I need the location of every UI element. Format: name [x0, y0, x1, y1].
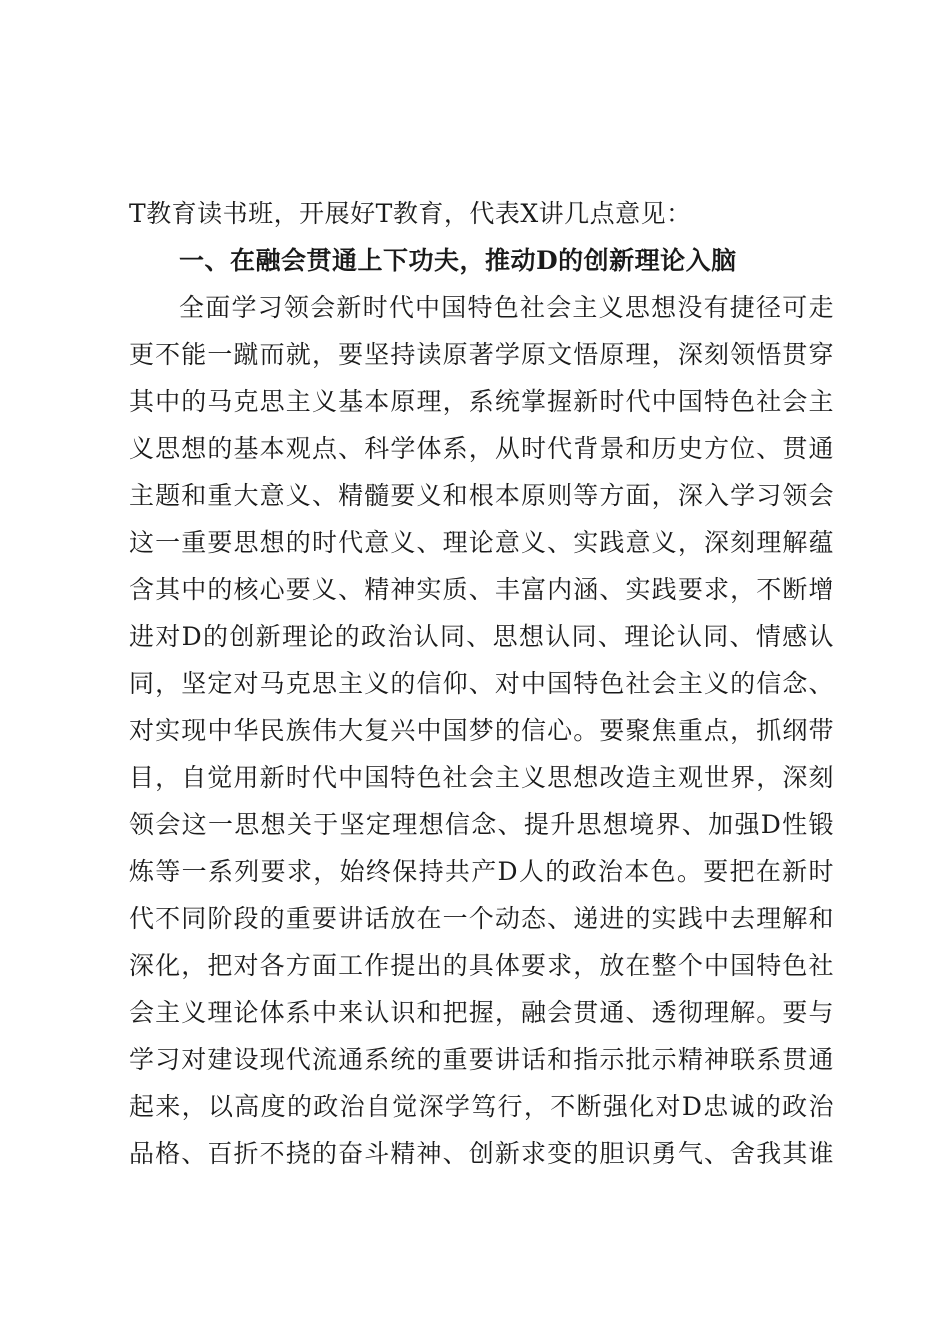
body-line: 学习对建设现代流通系统的重要讲话和指示批示精神联系贯通	[129, 1045, 834, 1074]
body-line: 同，坚定对马克思主义的信仰、对中国特色社会主义的信念、	[129, 669, 834, 698]
intro-line: T教育读书班，开展好T教育，代表X讲几点意见：	[129, 199, 692, 228]
body-line: 其中的马克思主义基本原理，系统掌握新时代中国特色社会主	[129, 387, 834, 416]
body-line: 目，自觉用新时代中国特色社会主义思想改造主观世界，深刻	[129, 763, 834, 792]
body-line: 义思想的基本观点、科学体系，从时代背景和历史方位、贯通	[129, 434, 834, 463]
body-line: 品格、百折不挠的奋斗精神、创新求变的胆识勇气、舍我其谁	[129, 1139, 834, 1168]
body-line: 深化，把对各方面工作提出的具体要求，放在整个中国特色社	[129, 951, 834, 980]
body-line: 代不同阶段的重要讲话放在一个动态、递进的实践中去理解和	[129, 904, 834, 933]
body-line: 进对D的创新理论的政治认同、思想认同、理论认同、情感认	[129, 622, 834, 651]
body-line: 领会这一思想关于坚定理想信念、提升思想境界、加强D性锻	[129, 810, 834, 839]
body-line: 含其中的核心要义、精神实质、丰富内涵、实践要求，不断增	[129, 575, 834, 604]
body-line: 会主义理论体系中来认识和把握，融会贯通、透彻理解。要与	[129, 998, 834, 1027]
body-line: 全面学习领会新时代中国特色社会主义思想没有捷径可走	[179, 293, 834, 322]
section-heading: 一、在融会贯通上下功夫，推动D的创新理论入脑	[179, 246, 737, 275]
body-line: 起来，以高度的政治自觉深学笃行，不断强化对D忠诚的政治	[129, 1092, 834, 1121]
body-line: 更不能一蹴而就，要坚持读原著学原文悟原理，深刻领悟贯穿	[129, 340, 834, 369]
body-line: 炼等一系列要求，始终保持共产D人的政治本色。要把在新时	[129, 857, 834, 886]
body-line: 这一重要思想的时代意义、理论意义、实践意义，深刻理解蕴	[129, 528, 834, 557]
document-body	[129, 190, 834, 1177]
body-line: 主题和重大意义、精髓要义和根本原则等方面，深入学习领会	[129, 481, 834, 510]
body-line: 对实现中华民族伟大复兴中国梦的信心。要聚焦重点，抓纲带	[129, 716, 834, 745]
